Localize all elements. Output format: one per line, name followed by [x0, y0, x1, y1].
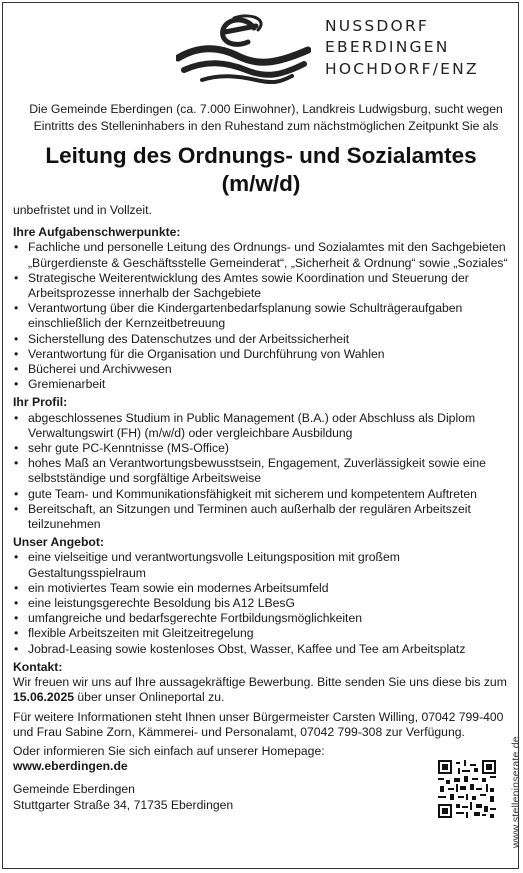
list-item: • flexible Arbeitszeiten mit Gleitzeitregelung [13, 626, 513, 641]
offer-heading: Unser Angebot: [13, 535, 104, 550]
list-item: • umfangreiche und bedarfsgerechte Fortbildungsmöglichkeiten [13, 611, 513, 626]
job-title-line2: (m/w/d) [221, 171, 301, 196]
application-deadline: 15.06.2025 [13, 690, 74, 705]
list-item: • sehr gute PC-Kenntnisse (MS-Office) [13, 441, 513, 456]
list-item: • Jobrad-Leasing sowie kostenloses Obst, Wasser, Kaffee und Tee am Arbeitsplatz [13, 642, 513, 657]
homepage-text: Oder informieren Sie sich einfach auf unserer Homepage: [13, 743, 325, 758]
employment-type: unbefristet und in Vollzeit. [13, 203, 152, 217]
profile-heading: Ihr Profil: [13, 395, 68, 410]
list-item: • eine vielseitige und verantwortungsvolle Leitungsposition mit großem Gestaltungsspielraum [13, 550, 513, 580]
list-item: • eine leistungsgerechte Besoldung bis A12 LBesG [13, 596, 513, 611]
organisation-address: Stuttgarter Straße 34, 71735 Eberdingen [13, 797, 234, 812]
homepage-link[interactable]: www.eberdingen.de [13, 759, 128, 774]
list-item: • Verantwortung für die Organisation und Durchführung von Wahlen [13, 347, 513, 362]
place-name-hochdorf: HOCHDORF/ENZ [325, 60, 479, 78]
intro-text: Die Gemeinde Eberdingen (ca. 7.000 Einwohner), Landkreis Ludwigsburg, sucht wegen Eintritts des Stelleninhabers in den Ruhestand zum nächstmöglichen Zeitpunkt Sie als [29, 102, 503, 133]
profile-list [13, 411, 513, 533]
list-item: • gute Team- und Kommunikationsfähigkeit mit sicherem und kompetentem Auftreten [13, 487, 513, 502]
list-item: • ein motiviertes Team sowie ein modernes Arbeitsumfeld [13, 581, 513, 596]
list-item: • Gremienarbeit [13, 377, 513, 392]
list-item: • Strategische Weiterentwicklung des Amtes sowie Koordination und Steuerung der Arbeitsprozesse innerhalb der Sachgebiete [13, 271, 513, 301]
list-item: • abgeschlossenes Studium in Public Management (B.A.) oder Abschluss als Diplom Verwaltungswirt (FH) (m/w/d) oder vergleichbare Ausbildung [13, 411, 513, 441]
job-title [16, 142, 506, 198]
qr-code-icon[interactable] [438, 760, 496, 818]
place-name-eberdingen: EBERDINGEN [325, 38, 450, 56]
application-text-start: Wir freuen wir uns auf Ihre aussagekräftige Bewerbung. Bitte senden Sie uns diese bis zum [13, 675, 507, 690]
tasks-list [13, 240, 513, 392]
source-website: www.stelleninserate.de [510, 736, 522, 848]
list-item: • Fachliche und personelle Leitung des Ordnungs- und Sozialamtes mit den Sachgebieten „Bürgerdienste & Geschäftsstelle Gemeinderat“, „Sicherheit & Ordnung“ sowie „Soziales“ [13, 240, 513, 270]
place-name-nussdorf: NUSSDORF [325, 17, 430, 35]
list-item: • Bücherei und Archivwesen [13, 362, 513, 377]
offer-list [13, 550, 513, 656]
application-text [13, 675, 513, 705]
municipality-logo-icon [176, 12, 311, 84]
list-item: • Bereitschaft, an Sitzungen und Terminen auch außerhalb der regulären Arbeitszeit teilzunehmen [13, 502, 513, 532]
ad-content [13, 203, 513, 813]
contact-heading: Kontakt: [13, 659, 63, 674]
list-item: • Sicherstellung des Datenschutzes und der Arbeitssicherheit [13, 332, 513, 347]
list-item: • hohes Maß an Verantwortungsbewusstsein, Engagement, Zuverlässigkeit sowie eine selbstständige und sorgfältige Arbeitsweise [13, 456, 513, 486]
list-item: • Verantwortung über die Kindergartenbedarfsplanung sowie Schulträgeraufgaben einschließlich der Kernzeitbetreuung [13, 301, 513, 331]
job-title-line1: Leitung des Ordnungs- und Sozialamtes [45, 143, 477, 168]
tasks-heading: Ihre Aufgabenschwerpunkte: [13, 225, 181, 240]
contact-info: Für weitere Informationen steht Ihnen unser Bürgermeister Carsten Willing, 07042 799-400 und Frau Sabine Zorn, Kämmerei- und Personalamt, 07042 799-308 zur Verfügung. [13, 709, 504, 739]
organisation-name: Gemeinde Eberdingen [13, 782, 135, 797]
application-text-end: über unser Onlineportal zu. [74, 690, 225, 705]
